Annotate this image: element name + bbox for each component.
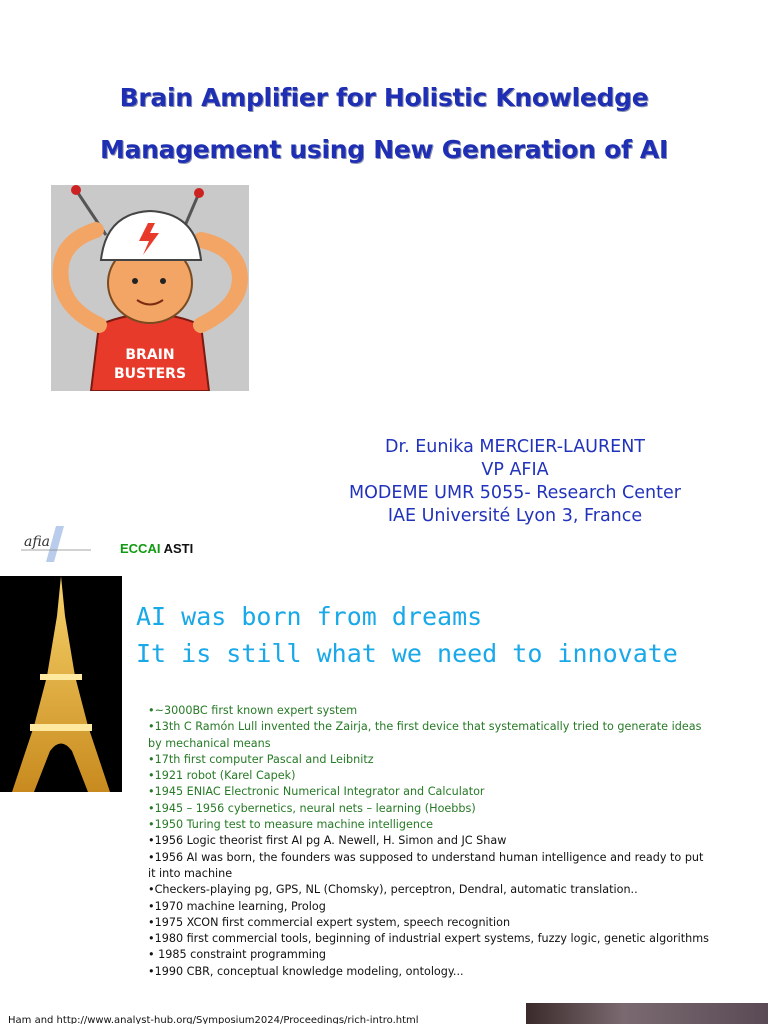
sponsor-logos <box>120 541 193 556</box>
list-item: •~3000BC first known expert system <box>148 704 358 717</box>
afia-logo <box>16 524 96 564</box>
list-item: • 1985 constraint programming <box>148 948 327 962</box>
list-item: •1975 XCON first commercial expert system, speech recognition <box>148 915 511 929</box>
shirt-text-2: BUSTERS <box>113 366 187 382</box>
brain-busters-illustration <box>51 185 249 391</box>
list-item: •1950 Turing test to measure machine intelligence <box>148 818 434 832</box>
author-name: Dr. Eunika MERCIER-LAURENT <box>385 437 645 457</box>
title-line-2: Management using New Generation of AI <box>100 135 668 164</box>
list-item: •1980 first commercial tools, beginning of industrial expert systems, fuzzy logic, genetic algorithms <box>148 932 709 946</box>
list-item: •Checkers-playing pg, GPS, NL (Chomsky), perceptron, Dendral, automatic translation.. <box>148 883 638 897</box>
footer-url: Ham and http://www.analyst-hub.org/Symposium2024/Proceedings/rich-intro.html <box>8 1015 419 1024</box>
list-item: •1956 Logic theorist first AI pg A. Newell, H. Simon and JC Shaw <box>148 834 507 848</box>
afia-logo-text: afia <box>24 534 51 550</box>
eiffel-tower-photo <box>0 576 122 792</box>
list-item: •1921 robot (Karel Capek) <box>148 769 296 783</box>
list-item: •1970 machine learning, Prolog <box>148 899 326 913</box>
list-item: •1945 – 1956 cybernetics, neural nets – learning (Hoebbs) <box>148 801 476 815</box>
title-line-1: Brain Amplifier for Holistic Knowledge <box>119 83 649 112</box>
list-item: •1956 AI was born, the founders was supposed to understand human intelligence and ready to put it into machine <box>148 850 704 880</box>
list-item: •17th first computer Pascal and Leibnitz <box>148 752 374 766</box>
author-affiliation: IAE Université Lyon 3, France <box>387 506 643 526</box>
list-item: •1990 CBR, conceptual knowledge modeling, ontology... <box>148 964 464 978</box>
shirt-text-1: BRAIN <box>125 347 175 363</box>
headline-line-1: AI was born from dreams <box>136 602 483 631</box>
author-block <box>300 436 730 528</box>
brain-busters-drawing <box>51 185 249 391</box>
slide-headline <box>136 598 756 672</box>
list-item: •13th C Ramón Lull invented the Zairja, the first device that systematically tried to generate ideas by mechanical means <box>148 720 702 750</box>
corner-photo <box>526 1003 768 1024</box>
headline-line-2: It is still what we need to innovate <box>136 639 678 668</box>
author-role: VP AFIA <box>481 460 549 480</box>
eccai-logo-text: ECCAI <box>120 541 161 556</box>
list-item: •1945 ENIAC Electronic Numerical Integrator and Calculator <box>148 785 485 799</box>
author-lab: MODEME UMR 5055- Research Center <box>349 483 681 503</box>
slide-title <box>0 72 768 176</box>
asti-logo-text: ASTI <box>163 541 194 556</box>
ai-history-list <box>148 703 713 980</box>
